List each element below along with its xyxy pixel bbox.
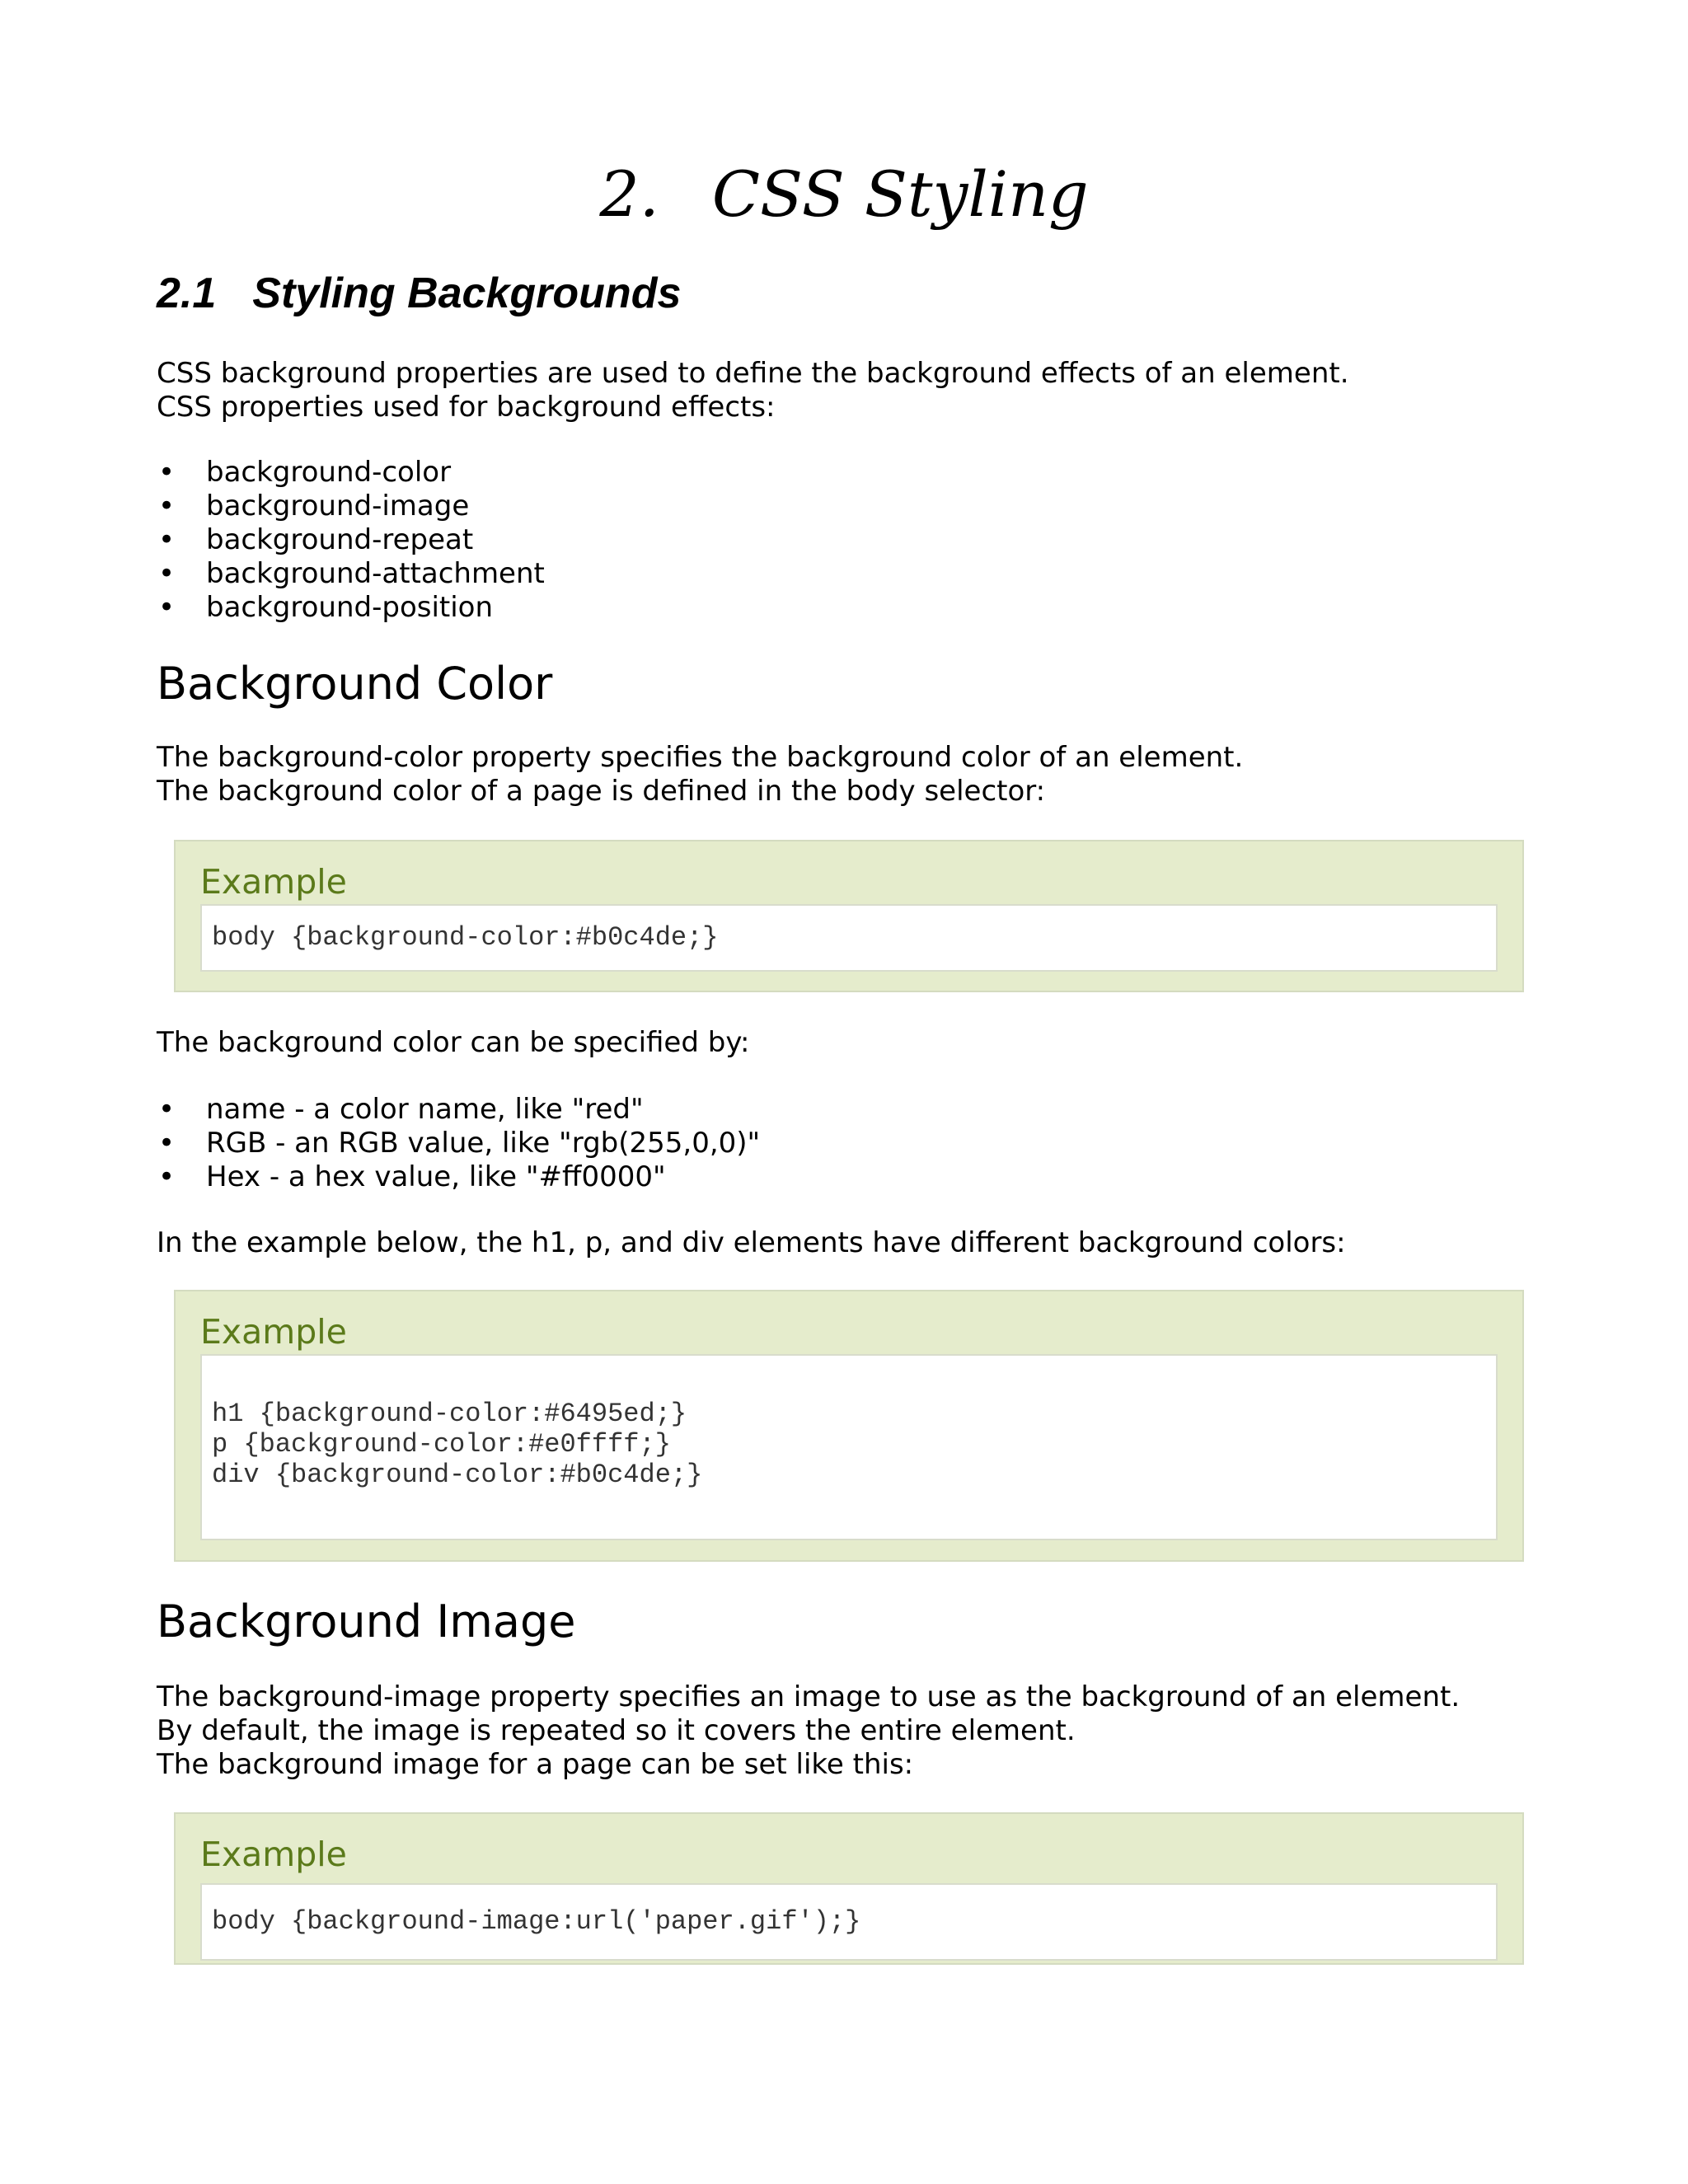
- intro-paragraph: [157, 357, 1349, 424]
- code-block: [200, 1883, 1498, 1961]
- list-item: • name - a color name, like "red": [158, 1093, 644, 1126]
- background-image-paragraph: [157, 1680, 1460, 1782]
- bullet-icon: •: [158, 557, 176, 590]
- list-item: • background-color: [158, 456, 452, 489]
- paragraph-line: By default, the image is repeated so it covers the entire element.: [157, 1714, 1076, 1747]
- intro-line: CSS properties used for background effects:: [157, 391, 776, 424]
- section-number: 2.1: [157, 269, 217, 317]
- list-item: • background-repeat: [158, 523, 474, 556]
- paragraph-line: The background color of a page is defined in the body selector:: [157, 775, 1046, 808]
- code-block: [200, 904, 1498, 972]
- example-box-body-image: [174, 1812, 1524, 1965]
- section-title-text: Styling Backgrounds: [252, 269, 682, 317]
- bullet-icon: •: [158, 1127, 176, 1160]
- example-label: Example: [200, 1312, 347, 1352]
- code-line: body {background-image:url('paper.gif');}: [212, 1906, 861, 1937]
- bullet-icon: •: [158, 456, 176, 489]
- list-item: • background-image: [158, 490, 470, 523]
- chapter-title: [0, 155, 1688, 234]
- code-line: body {background-color:#b0c4de;}: [212, 922, 719, 953]
- heading-background-image: Background Image: [157, 1596, 576, 1647]
- paragraph-line: The background image for a page can be set like this:: [157, 1748, 914, 1781]
- intro-line: CSS background properties are used to define the background effects of an element.: [157, 357, 1349, 390]
- chapter-number: 2.: [599, 157, 659, 231]
- background-color-paragraph: [157, 741, 1243, 808]
- color-methods-list: [157, 1093, 760, 1194]
- code-line: p {background-color:#e0ffff;}: [212, 1429, 671, 1460]
- example2-intro-text: In the example below, the h1, p, and div elements have different background colors:: [157, 1226, 1346, 1259]
- example-box-element-colors: [174, 1290, 1524, 1562]
- code-line: h1 {background-color:#6495ed;}: [212, 1399, 687, 1429]
- bullet-icon: •: [158, 1093, 176, 1126]
- chapter-title-text: CSS Styling: [711, 157, 1089, 231]
- bullet-icon: •: [158, 490, 176, 523]
- list-item: • background-position: [158, 591, 494, 624]
- example-box-body-color: [174, 840, 1524, 992]
- property-list: [157, 456, 545, 625]
- paragraph-line: The background-image property specifies an image to use as the background of an element.: [157, 1680, 1461, 1713]
- heading-background-color: Background Color: [157, 658, 553, 710]
- specified-by-text: The background color can be specified by:: [157, 1026, 750, 1059]
- section-title: [157, 265, 681, 321]
- bullet-icon: •: [158, 1160, 176, 1193]
- example-label: Example: [200, 1835, 347, 1874]
- paragraph-line: The background-color property specifies the background color of an element.: [157, 741, 1244, 774]
- list-item: • RGB - an RGB value, like "rgb(255,0,0)": [158, 1127, 761, 1160]
- bullet-icon: •: [158, 591, 176, 624]
- list-item: • Hex - a hex value, like "#ff0000": [158, 1160, 666, 1193]
- bullet-icon: •: [158, 523, 176, 556]
- code-block: [200, 1354, 1498, 1540]
- example-label: Example: [200, 862, 347, 902]
- list-item: • background-attachment: [158, 557, 545, 590]
- code-line: div {background-color:#b0c4de;}: [212, 1460, 703, 1490]
